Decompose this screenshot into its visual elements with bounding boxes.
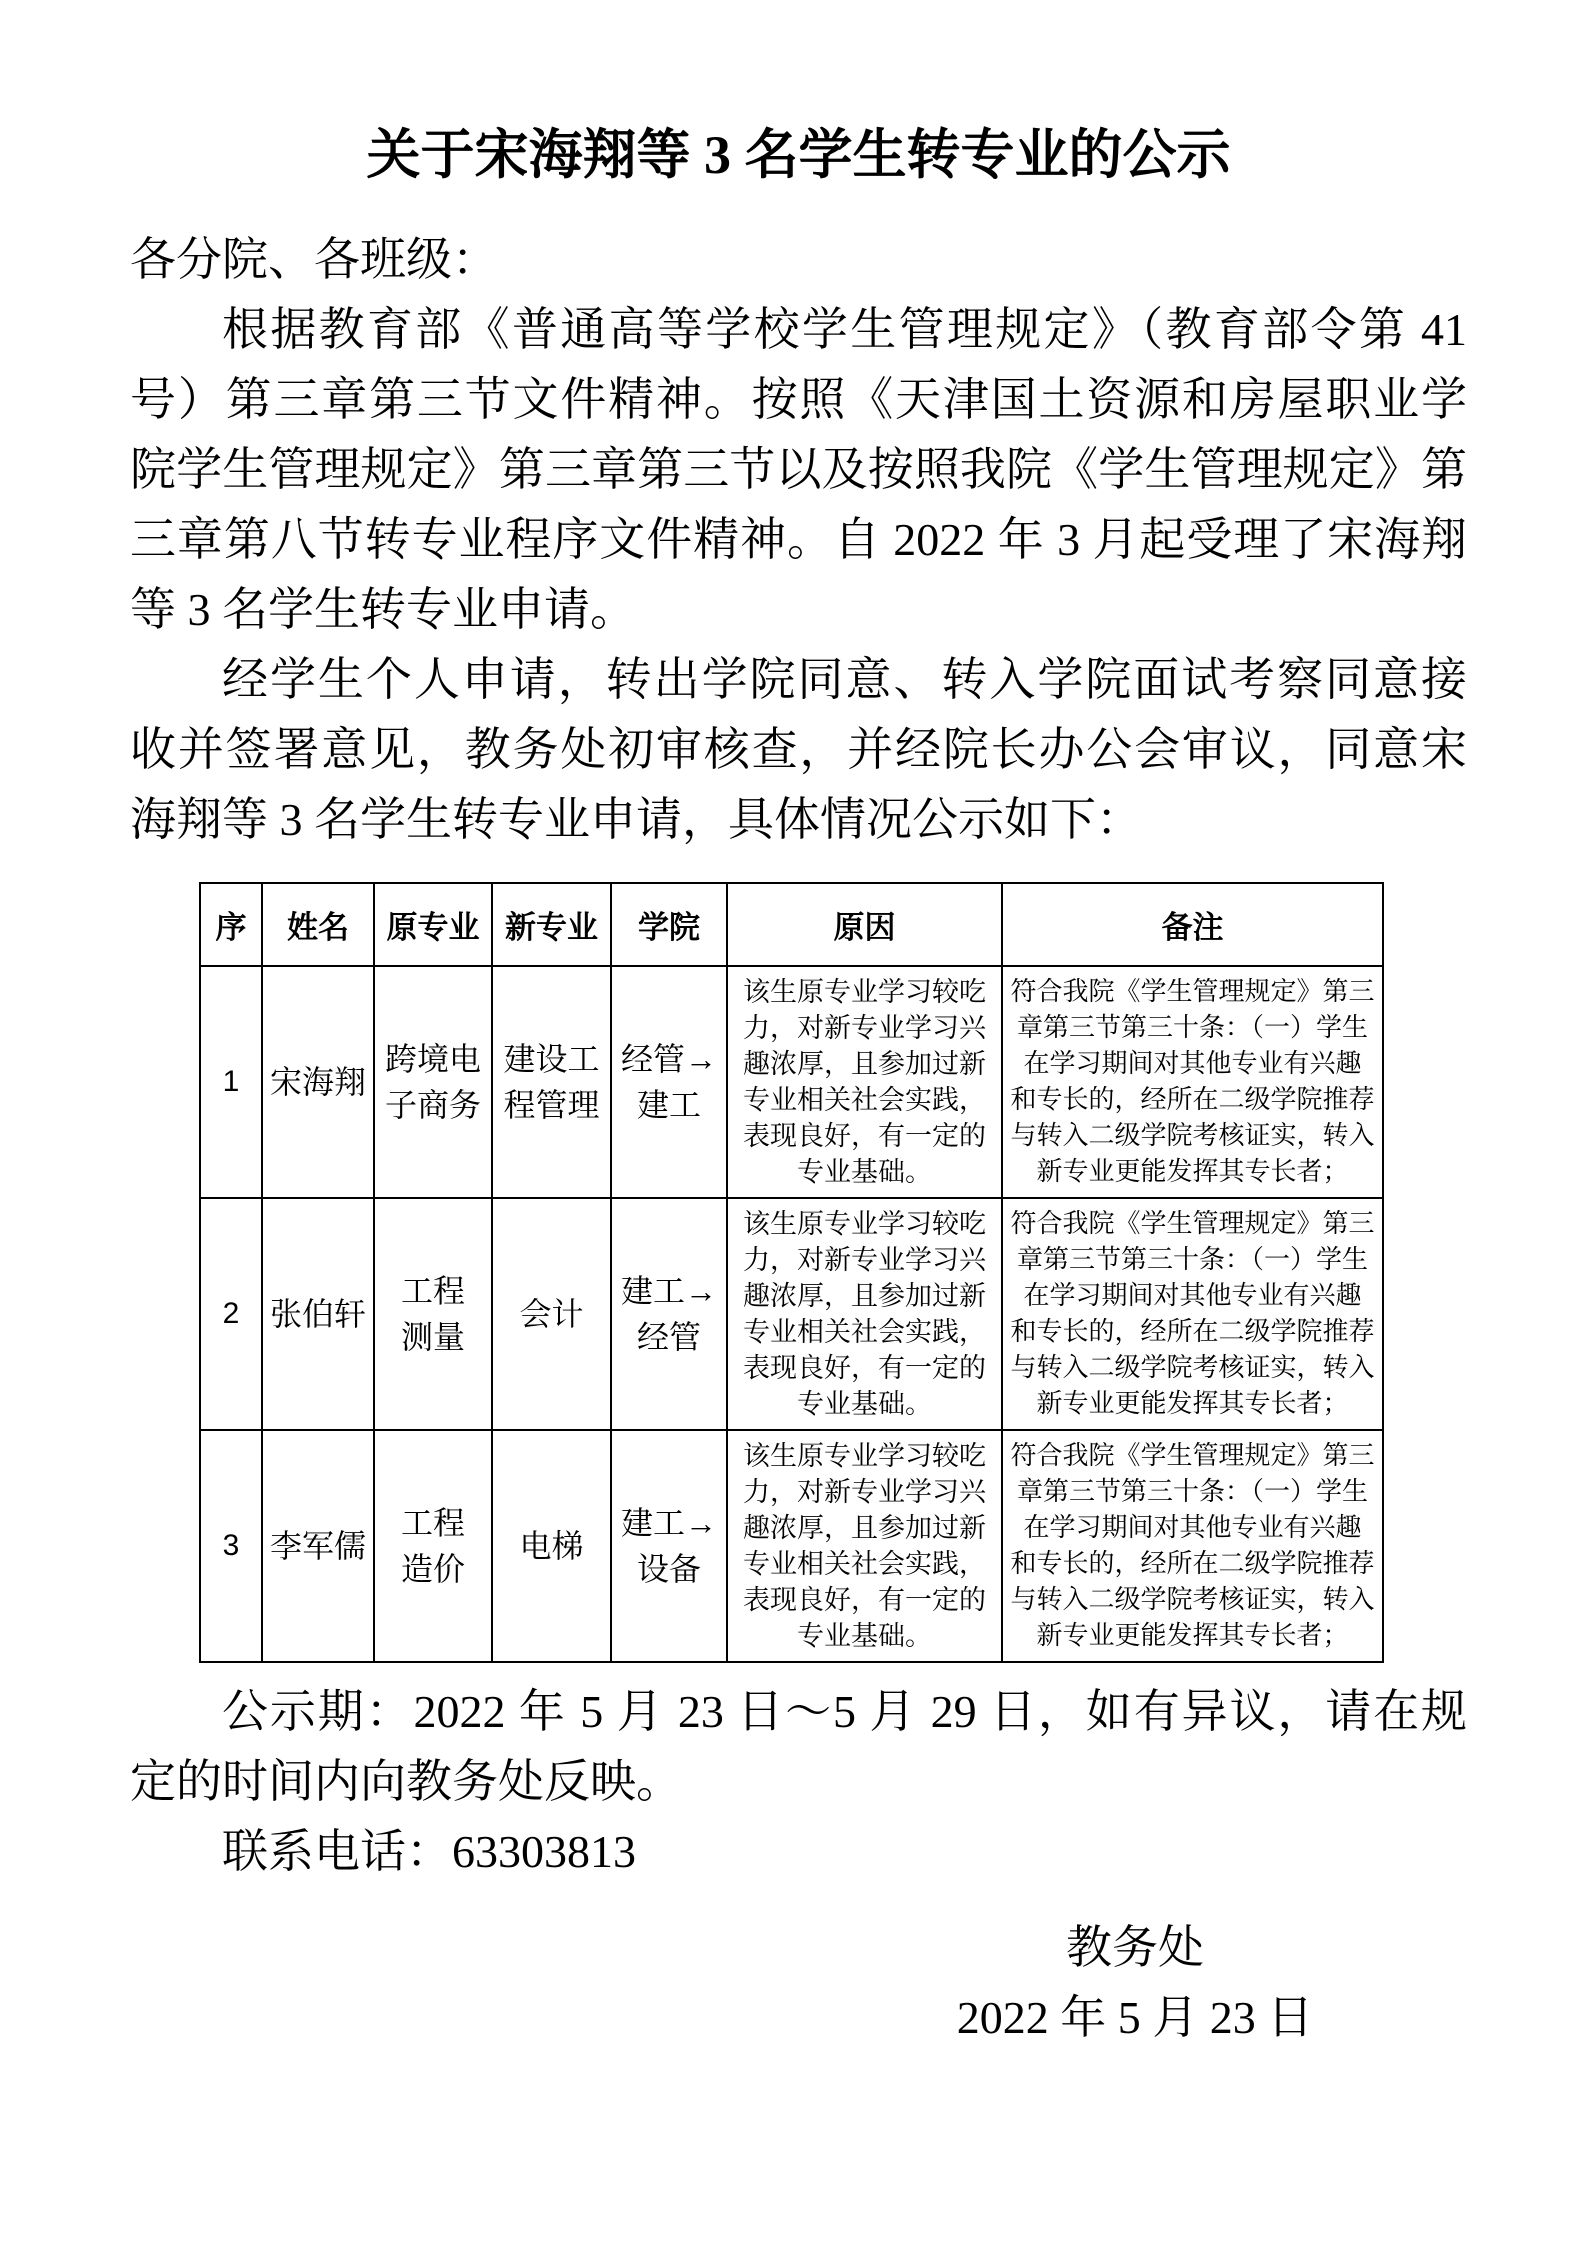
signature-date: 2022 年 5 月 23 日 — [956, 1992, 1314, 2043]
header-seq: 序 — [200, 883, 262, 966]
header-old-major: 原专业 — [374, 883, 492, 966]
new-major-cell: 电梯 — [492, 1430, 611, 1662]
seq-cell: 2 — [200, 1198, 262, 1430]
header-remark: 备注 — [1002, 883, 1383, 966]
table-header-row — [200, 883, 1383, 966]
header-name: 姓名 — [262, 883, 374, 966]
college-cell: 建工→ 设备 — [611, 1430, 727, 1662]
paragraph-basis: 根据教育部《普通高等学校学生管理规定》（教育部令第 41 号）第三章第三节文件精神。按照《天津国土资源和房屋职业学 院学生管理规定》第三章第三节以及按照我院《学生管理规定》第 三章第八节转专业程序文件精神。自 2022 年 3 月起受理了宋海翔 等 3 名学生转专业申请。 — [130, 304, 1467, 635]
name-cell: 宋海翔 — [262, 966, 374, 1198]
old-major-cell: 工程 测量 — [374, 1198, 492, 1430]
signature-block — [905, 1913, 1365, 2053]
transfer-table — [199, 882, 1384, 1663]
remark-cell: 符合我院《学生管理规定》第三 章第三节第三十条：（一）学生 在学习期间对其他专业有兴趣 和专长的，经所在二级学院推荐 与转入二级学院考核证实，转入 新专业更能发挥其专长者； — [1002, 966, 1383, 1198]
signature-department: 教务处 — [1066, 1922, 1204, 1973]
reason-cell: 该生原专业学习较吃 力，对新专业学习兴 趣浓厚，且参加过新 专业相关社会实践， 表现良好，有一定的 专业基础。 — [727, 1430, 1002, 1662]
transfer-table-container — [199, 882, 1467, 1663]
salutation: 各分院、各班级： — [130, 234, 498, 285]
header-reason: 原因 — [727, 883, 1002, 966]
seq-cell: 3 — [200, 1430, 262, 1662]
page-title: 关于宋海翔等 3 名学生转专业的公示 — [366, 125, 1231, 185]
remark-cell: 符合我院《学生管理规定》第三 章第三节第三十条：（一）学生 在学习期间对其他专业有兴趣 和专长的，经所在二级学院推荐 与转入二级学院考核证实，转入 新专业更能发挥其专长者； — [1002, 1430, 1383, 1662]
old-major-cell: 工程 造价 — [374, 1430, 492, 1662]
reason-cell: 该生原专业学习较吃 力，对新专业学习兴 趣浓厚，且参加过新 专业相关社会实践， 表现良好，有一定的 专业基础。 — [727, 966, 1002, 1198]
old-major-cell: 跨境电 子商务 — [374, 966, 492, 1198]
remark-cell: 符合我院《学生管理规定》第三 章第三节第三十条：（一）学生 在学习期间对其他专业有兴趣 和专长的，经所在二级学院推荐 与转入二级学院考核证实，转入 新专业更能发挥其专长者； — [1002, 1198, 1383, 1430]
table-row — [200, 1430, 1383, 1662]
contact-line: 联系电话：63303813 — [222, 1826, 636, 1877]
table-row — [200, 966, 1383, 1198]
header-college: 学院 — [611, 883, 727, 966]
seq-cell: 1 — [200, 966, 262, 1198]
table-row — [200, 1198, 1383, 1430]
name-cell: 张伯轩 — [262, 1198, 374, 1430]
paragraph-procedure: 经学生个人申请，转出学院同意、转入学院面试考察同意接 收并签署意见，教务处初审核查，并经院长办公会审议，同意宋 海翔等 3 名学生转专业申请，具体情况公示如下： — [130, 654, 1467, 845]
college-cell: 建工→ 经管 — [611, 1198, 727, 1430]
college-cell: 经管→ 建工 — [611, 966, 727, 1198]
header-new-major: 新专业 — [492, 883, 611, 966]
reason-cell: 该生原专业学习较吃 力，对新专业学习兴 趣浓厚，且参加过新 专业相关社会实践， 表现良好，有一定的 专业基础。 — [727, 1198, 1002, 1430]
new-major-cell: 会计 — [492, 1198, 611, 1430]
closing-paragraph: 公示期：2022 年 5 月 23 日～5 月 29 日，如有异议，请在规 定的时间内向教务处反映。 — [130, 1686, 1467, 1807]
new-major-cell: 建设工 程管理 — [492, 966, 611, 1198]
name-cell: 李军儒 — [262, 1430, 374, 1662]
